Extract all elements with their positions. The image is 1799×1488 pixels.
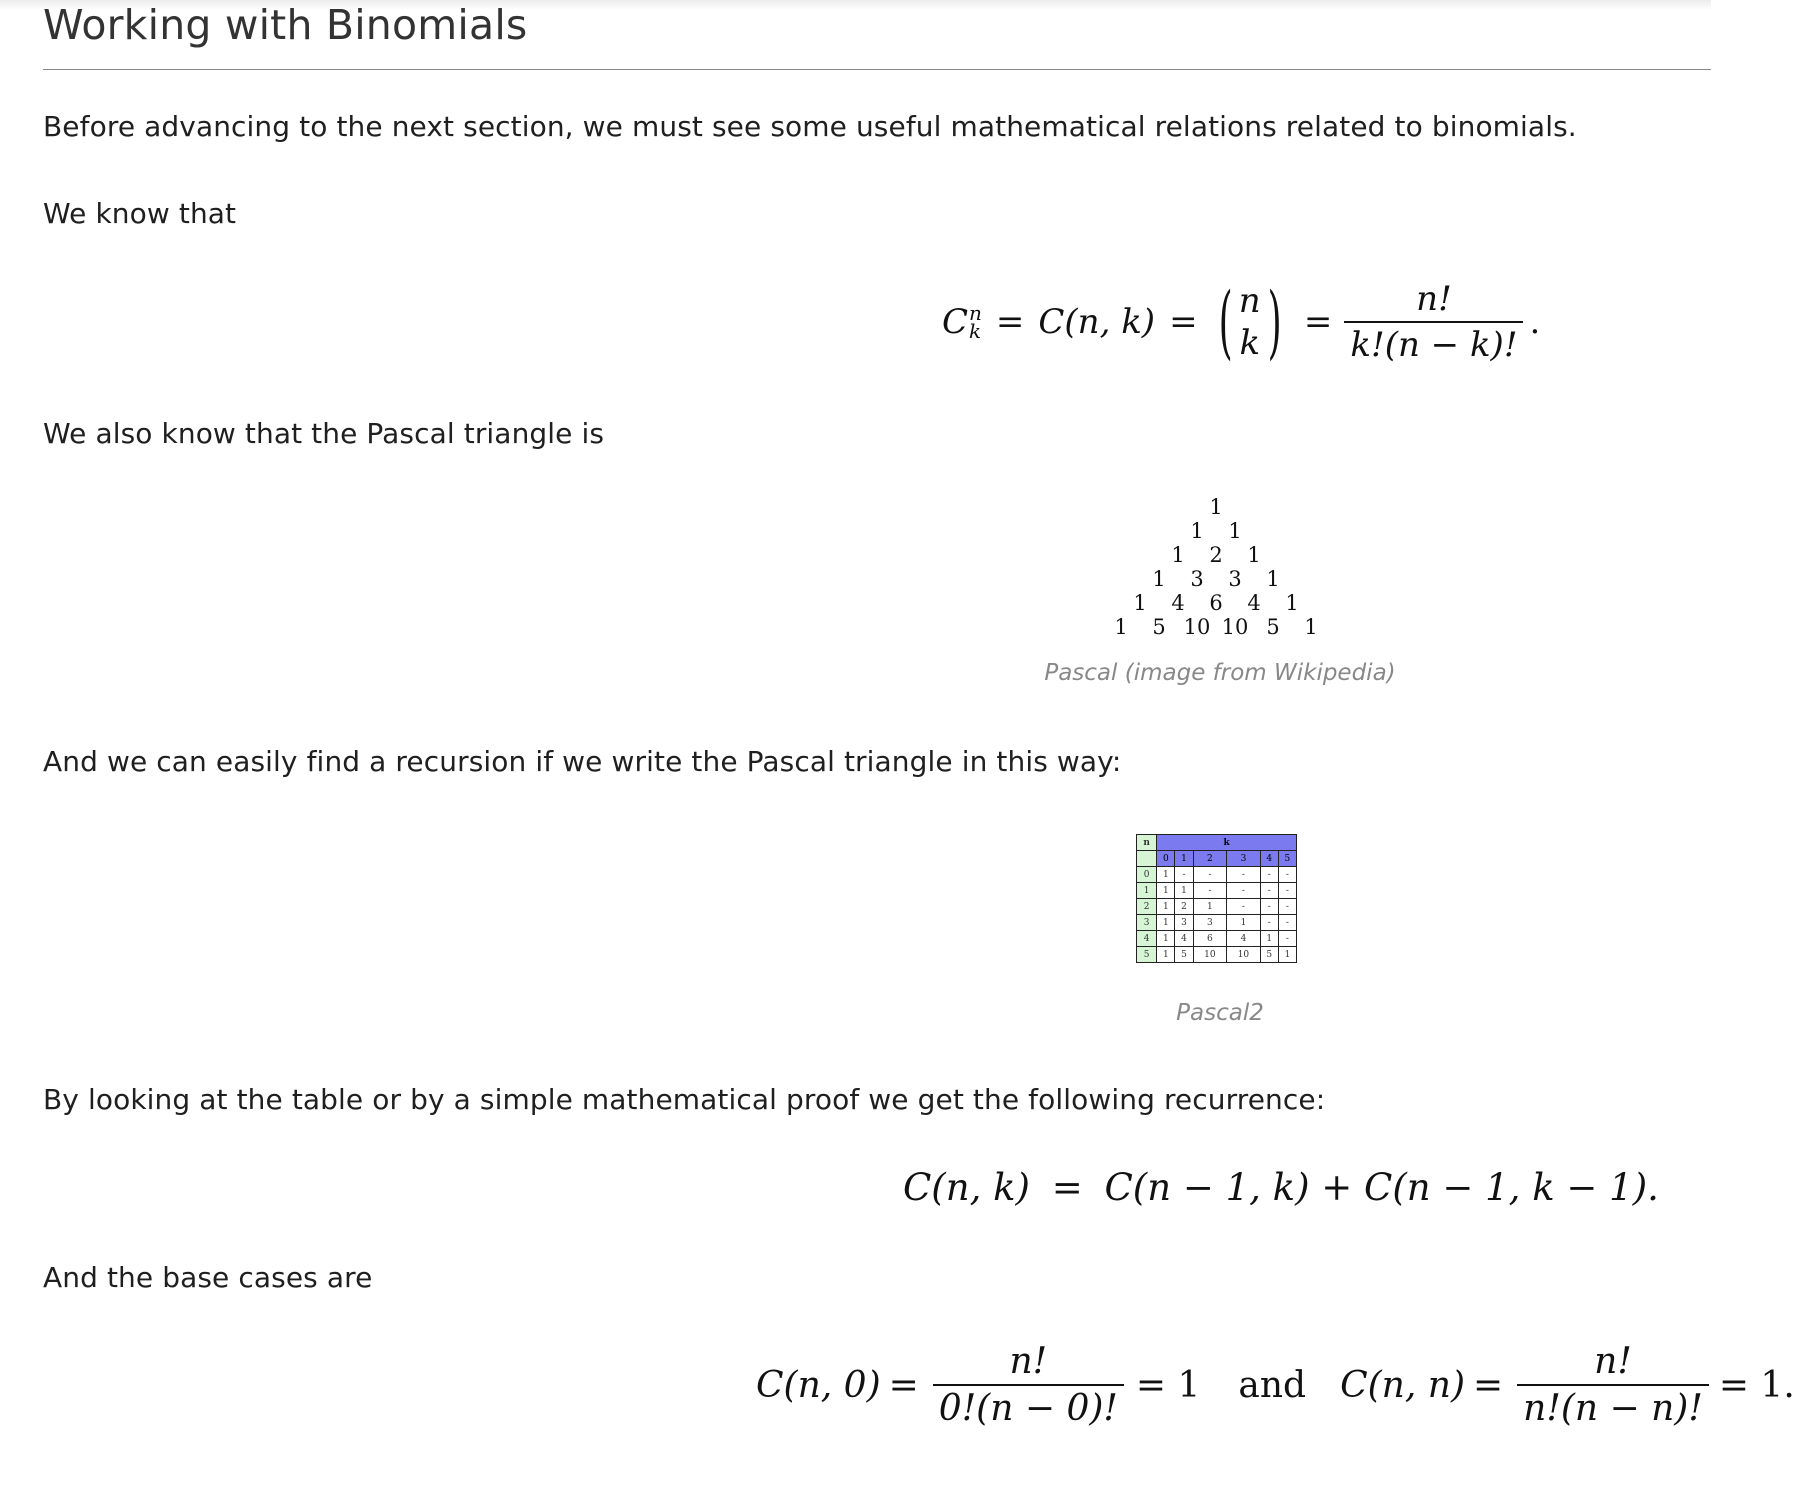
table-row: [1137, 899, 1297, 915]
triangle-number: 1: [1190, 519, 1204, 543]
pascal2-caption: Pascal2: [1176, 1000, 1264, 1026]
formula1-period: .: [1529, 302, 1541, 342]
intro-paragraph: Before advancing to the next section, we must see some useful mathematical relations related to binomials.: [43, 110, 1577, 143]
base-paragraph: And the base cases are: [43, 1261, 373, 1294]
table-corner: [1137, 851, 1157, 867]
triangle-number: 4: [1247, 591, 1261, 615]
triangle-number: 1: [1228, 519, 1242, 543]
formula1-numerator: n!: [1416, 279, 1452, 319]
table-n-header: n: [1137, 835, 1157, 851]
formula3-fraction2: [1517, 1341, 1709, 1429]
pascal-caption: Pascal (image from Wikipedia): [1044, 660, 1396, 686]
formula1-eq1: =: [995, 302, 1025, 342]
table-n-value: 2: [1137, 899, 1157, 915]
formula1-cnk: C(n, k): [1038, 302, 1156, 342]
triangle-number: 3: [1190, 567, 1204, 591]
title-divider: [43, 69, 1711, 70]
table-k-value: 2: [1193, 851, 1227, 867]
pascal-paragraph: We also know that the Pascal triangle is: [43, 417, 605, 450]
formula1-C: C: [942, 302, 969, 342]
table-cell: -: [1260, 915, 1278, 931]
table-n-value: 3: [1137, 915, 1157, 931]
table-cell: -: [1278, 915, 1296, 931]
recurrence-formula: [903, 1165, 1659, 1211]
recursion-paragraph: And we can easily find a recursion if we write the Pascal triangle in this way:: [43, 745, 1122, 778]
formula3-eq1: =: [888, 1364, 919, 1406]
table-n-value: 5: [1137, 947, 1157, 963]
triangle-number: 10: [1183, 615, 1211, 639]
triangle-number: 1: [1285, 591, 1299, 615]
triangle-number: 3: [1228, 567, 1242, 591]
pascal-triangle-image: [1000, 495, 1440, 645]
table-cell: -: [1260, 883, 1278, 899]
table-cell: 2: [1175, 899, 1193, 915]
table-row: [1137, 947, 1297, 963]
formula2-rhs: C(n − 1, k) + C(n − 1, k − 1).: [1104, 1166, 1659, 1209]
formula1-eq3: =: [1303, 302, 1333, 342]
table-cell: 1: [1157, 867, 1175, 883]
formula2-eq: =: [1051, 1166, 1083, 1209]
formula3-fraction1: [933, 1341, 1124, 1429]
table-row: [1137, 867, 1297, 883]
table-cell: -: [1278, 931, 1296, 947]
table-cell: -: [1260, 867, 1278, 883]
triangle-number: 6: [1209, 591, 1223, 615]
table-n-value: 1: [1137, 883, 1157, 899]
table-cell: 3: [1175, 915, 1193, 931]
table-cell: -: [1227, 867, 1261, 883]
table-cell: -: [1193, 867, 1227, 883]
formula1-subscript: k: [969, 319, 982, 343]
formula3-num2: n!: [1594, 1341, 1632, 1382]
table-cell: -: [1260, 899, 1278, 915]
formula1-fraction: [1344, 279, 1523, 365]
formula1-denominator: k!(n − k)!: [1344, 321, 1523, 365]
formula1-eq2: =: [1169, 302, 1198, 342]
table-cell: 3: [1193, 915, 1227, 931]
formula3-den1: 0!(n − 0)!: [933, 1384, 1124, 1429]
binom-top: n: [1238, 281, 1261, 321]
table-k-value: 3: [1227, 851, 1261, 867]
binom-bottom: k: [1239, 323, 1261, 363]
table-cell: 4: [1227, 931, 1261, 947]
formula3-lhs1: C(n, 0): [756, 1364, 881, 1406]
recurrence-paragraph: By looking at the table or by a simple mathematical proof we get the following recurrence:: [43, 1083, 1326, 1116]
table-cell: -: [1193, 883, 1227, 899]
table-cell: 1: [1157, 931, 1175, 947]
table-cell: 10: [1193, 947, 1227, 963]
table-cell: 1: [1193, 899, 1227, 915]
table-cell: -: [1227, 883, 1261, 899]
table-cell: 5: [1175, 947, 1193, 963]
triangle-number: 1: [1171, 543, 1185, 567]
table-cell: -: [1227, 899, 1261, 915]
table-cell: 4: [1175, 931, 1193, 947]
table-k-value: 5: [1278, 851, 1296, 867]
table-k-value: 1: [1175, 851, 1193, 867]
table-cell: 1: [1278, 947, 1296, 963]
table-k-value: 4: [1260, 851, 1278, 867]
triangle-number: 5: [1152, 615, 1166, 639]
table-cell: -: [1278, 899, 1296, 915]
formula3-den2: n!(n − n)!: [1517, 1384, 1709, 1429]
table-cell: 1: [1157, 883, 1175, 899]
table-k-header: k: [1157, 835, 1297, 851]
table-n-value: 4: [1137, 931, 1157, 947]
formula3-and: and: [1238, 1364, 1307, 1406]
table-cell: -: [1175, 867, 1193, 883]
triangle-number: 1: [1133, 591, 1147, 615]
triangle-number: 5: [1266, 615, 1280, 639]
base-cases-formula: [756, 1335, 1799, 1435]
table-row: [1137, 883, 1297, 899]
table-cell: 1: [1157, 947, 1175, 963]
table-cell: 1: [1157, 899, 1175, 915]
page-title: Working with Binomials: [43, 1, 528, 49]
formula3-num1: n!: [1009, 1341, 1048, 1382]
triangle-number: 10: [1221, 615, 1249, 639]
table-cell: 10: [1227, 947, 1261, 963]
know-paragraph: We know that: [43, 197, 237, 230]
formula3-res2: = 1.: [1718, 1364, 1795, 1406]
formula1-superscript: n: [969, 301, 982, 325]
table-row: [1137, 931, 1297, 947]
triangle-number: 1: [1247, 543, 1261, 567]
table-cell: 1: [1157, 915, 1175, 931]
table-cell: 6: [1193, 931, 1227, 947]
table-cell: 1: [1175, 883, 1193, 899]
formula2-lhs: C(n, k): [903, 1166, 1030, 1209]
table-cell: -: [1278, 867, 1296, 883]
triangle-number: 4: [1171, 591, 1185, 615]
formula3-res1: = 1: [1135, 1364, 1201, 1406]
triangle-number: 1: [1209, 495, 1223, 519]
table-cell: 1: [1260, 931, 1278, 947]
binomial-definition-formula: [942, 272, 1540, 372]
triangle-number: 1: [1152, 567, 1166, 591]
pascal-table-image: [1136, 834, 1297, 963]
table-k-value: 0: [1157, 851, 1175, 867]
triangle-number: 1: [1266, 567, 1280, 591]
formula3-eq2: =: [1473, 1364, 1504, 1406]
table-cell: -: [1278, 883, 1296, 899]
table-n-value: 0: [1137, 867, 1157, 883]
binomial-coefficient: ( n k ): [1218, 275, 1282, 368]
triangle-number: 1: [1114, 615, 1128, 639]
formula3-lhs2: C(n, n): [1340, 1364, 1465, 1406]
triangle-number: 1: [1304, 615, 1318, 639]
table-row: [1137, 915, 1297, 931]
triangle-number: 2: [1209, 543, 1223, 567]
table-cell: 1: [1227, 915, 1261, 931]
table-cell: 5: [1260, 947, 1278, 963]
